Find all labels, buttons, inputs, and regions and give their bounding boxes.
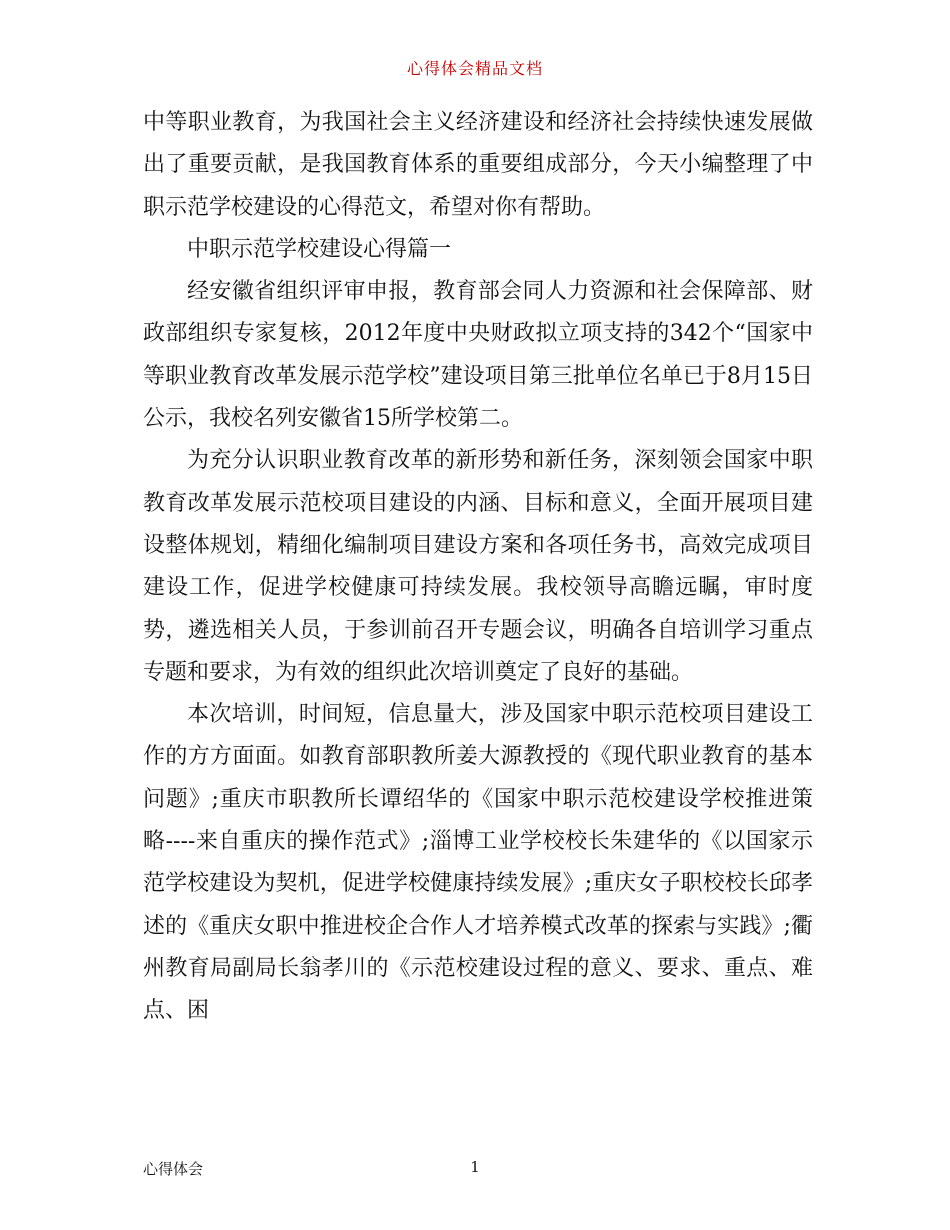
paragraph-training: 本次培训，时间短，信息量大，涉及国家中职示范校项目建设工作的方方面面。如教育部职教所姜大源教授的《现代职业教育的基本问题》;重庆市职教所长谭绍华的《国家中职示范校建设学校推进策略----来自重庆的操作范式》;淄博工业学校校长朱建华的《以国家示范学校建设为契机，促进学校健康持续发展》;重庆女子职校校长邱孝述的《重庆女职中推进校企合作人才培养模式改革的探索与实践》;衢州教育局副局长翁孝川的《示范校建设过程的意义、要求、重点、难点、困 xyxy=(143,702,813,1024)
footer-label: 心得体会 xyxy=(143,1160,204,1178)
page-header-title: 心得体会精品文档 xyxy=(406,59,543,78)
document-body xyxy=(143,102,813,1033)
page-number: 1 xyxy=(470,1158,480,1176)
paragraph-intro: 中等职业教育，为我国社会主义经济建设和经济社会持续快速发展做出了重要贡献，是我国教育体系的重要组成部分，今天小编整理了中职示范学校建设的心得范文，希望对你有帮助。 xyxy=(143,110,813,220)
paragraph-preparation: 为充分认识职业教育改革的新形势和新任务，深刻领会国家中职教育改革发展示范校项目建设的内涵、目标和意义，全面开展项目建设整体规划，精细化编制项目建设方案和各项任务书，高效完成项目建设工作，促进学校健康可持续发展。我校领导高瞻远瞩，审时度势，遴选相关人员，于参训前召开专题会议，明确各自培训学习重点专题和要求，为有效的组织此次培训奠定了良好的基础。 xyxy=(143,448,813,685)
section-heading: 中职示范学校建设心得篇一 xyxy=(187,236,452,262)
paragraph-announcement: 经安徽省组织评审申报，教育部会同人力资源和社会保障部、财政部组织专家复核，2012年度中央财政拟立项支持的342个“国家中等职业教育改革发展示范学校”建设项目第三批单位名单已于8月15日公示，我校名列安徽省15所学校第二。 xyxy=(143,279,813,432)
